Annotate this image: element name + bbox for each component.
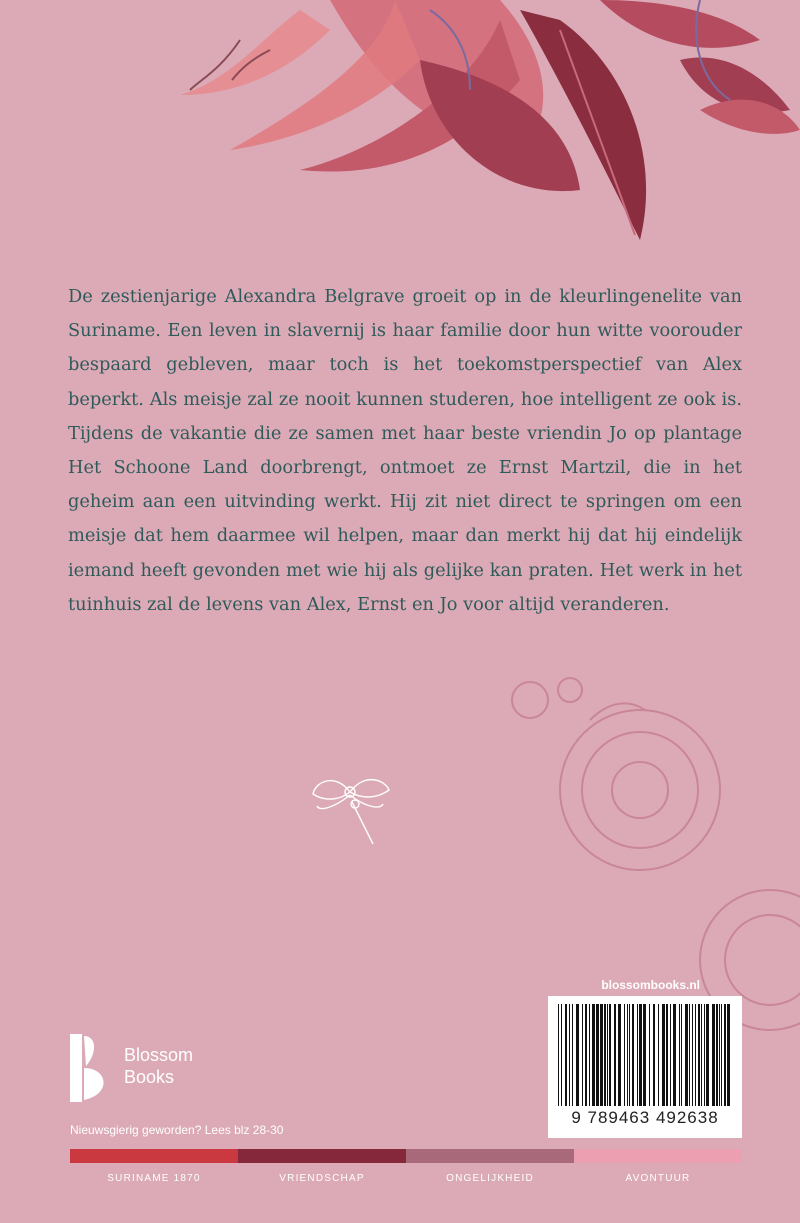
barcode-bar (670, 1004, 671, 1106)
barcode-bar (679, 1004, 680, 1106)
barcode-bar (582, 1004, 583, 1106)
barcode-bar (639, 1004, 642, 1106)
barcode-bar (618, 1004, 621, 1106)
theme-bar-ongelijkheid (406, 1149, 574, 1163)
theme-bar-suriname (70, 1149, 238, 1163)
barcode-bar (643, 1004, 646, 1106)
barcode-bar (681, 1004, 682, 1106)
barcode-bar (698, 1004, 700, 1106)
theme-bar-vriendschap (238, 1149, 406, 1163)
barcode-bar (712, 1004, 715, 1106)
barcode-bar (629, 1004, 630, 1106)
barcode-bar (716, 1004, 718, 1106)
barcode-bar (576, 1004, 579, 1106)
barcode-bar (721, 1004, 722, 1106)
isbn-barcode (548, 996, 742, 1138)
barcode-bar (706, 1004, 709, 1106)
theme-color-bars (70, 1149, 742, 1163)
barcode-bar (585, 1004, 587, 1106)
barcode-bar (569, 1004, 570, 1106)
barcode-bar (673, 1004, 676, 1106)
theme-bar-avontuur (574, 1149, 742, 1163)
publisher-name-line1: Blossom (124, 1045, 194, 1065)
barcode-bar (719, 1004, 720, 1106)
barcode-bar (637, 1004, 638, 1106)
publisher-name-line2: Books (124, 1067, 175, 1087)
barcode-bar (685, 1004, 688, 1106)
read-sample-tagline: Nieuwsgierig geworden? Lees blz 28-30 (70, 1123, 284, 1137)
barcode-bar (689, 1004, 690, 1106)
barcode-bar (561, 1004, 562, 1106)
barcode-bar (589, 1004, 590, 1106)
barcode-bar (649, 1004, 650, 1106)
barcode-bar (704, 1004, 705, 1106)
barcode-bar (666, 1004, 668, 1106)
publisher-name (124, 1044, 193, 1088)
barcode-bar (604, 1004, 606, 1106)
blurb-text: De zestienjarige Alexandra Belgrave groeit op in de kleurlingenelite van Suriname. Een leven in slavernij is haar familie door hun witte voorouder bespaard gebleven, maar toch is het toekomstperspectief van Alex beperkt. Als meisje zal ze nooit kunnen studeren, hoe intelligent ze ook is. Tijdens de vakantie die ze samen met haar beste vriendin Jo op plantage Het Schoone Land doorbrengt, ontmoet ze Ernst Martzil, die in het geheim aan een uitvinding werkt. Hij zit niet direct te springen om een meisje dat hem daarmee wil helpen, maar dan merkt hij dat hij eindelijk iemand heeft gevonden met wie hij als gelijke kan praten. Het werk in het tuinhuis zal de levens van Alex, Ernst en Jo voor altijd veranderen. (68, 286, 742, 615)
barcode-bar (692, 1004, 693, 1106)
theme-label: ONGELIJKHEID (446, 1173, 534, 1184)
theme-label: VRIENDSCHAP (279, 1173, 365, 1184)
barcode-bar (662, 1004, 665, 1106)
barcode-bar (658, 1004, 659, 1106)
botanical-leaves-illustration (0, 0, 800, 260)
barcode-bar (558, 1004, 559, 1106)
theme-label: AVONTUUR (625, 1173, 691, 1184)
barcode-bar (701, 1004, 702, 1106)
isbn-number: 9 789463 492638 (571, 1108, 719, 1127)
publisher-website[interactable]: blossombooks.nl (601, 978, 700, 992)
barcode-bar (632, 1004, 634, 1106)
barcode-bar (653, 1004, 655, 1106)
barcode-bar (624, 1004, 625, 1106)
barcode-bars (558, 1004, 732, 1106)
barcode-bar (695, 1004, 696, 1106)
barcode-bar (724, 1004, 726, 1106)
theme-labels (70, 1173, 742, 1184)
theme-label: SURINAME 1870 (107, 1173, 201, 1184)
barcode-bar (565, 1004, 567, 1106)
barcode-bar (600, 1004, 603, 1106)
barcode-bar (596, 1004, 599, 1106)
barcode-bar (727, 1004, 730, 1106)
barcode-bar (627, 1004, 628, 1106)
barcode-bar (592, 1004, 595, 1106)
barcode-bar (609, 1004, 611, 1106)
barcode-bar (614, 1004, 616, 1106)
dragonfly-icon (305, 762, 395, 852)
barcode-bar (607, 1004, 608, 1106)
blossom-books-logo-icon (68, 1034, 112, 1102)
barcode-bar (572, 1004, 573, 1106)
